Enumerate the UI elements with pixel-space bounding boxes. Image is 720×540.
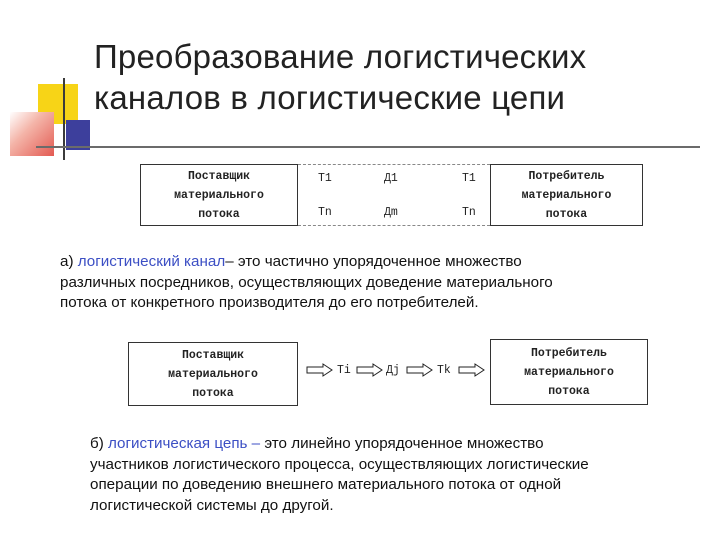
title-underline <box>36 146 700 148</box>
channel-bottom-border <box>298 225 490 226</box>
definition-chain-line-3: операции по доведению внешнего материального потока от одной <box>90 476 562 493</box>
supplier-b-line-2: материального <box>168 367 258 381</box>
supplier-a-line-2: материального <box>174 188 264 202</box>
definition-channel <box>60 252 690 314</box>
definition-channel-line-2: различных посредников, осуществляющих доведение материального <box>60 273 553 291</box>
slide-title <box>94 36 704 118</box>
chain-label-2: Дj <box>386 364 400 377</box>
definition-channel-prefix: а) <box>60 253 78 270</box>
supplier-b-line-1: Поставщик <box>181 348 245 362</box>
channel-top-label-2: Д1 <box>384 172 398 185</box>
chain-arrow-3-icon <box>406 363 434 377</box>
definition-channel-line-3: потока от конкретного производителя до его потребителей. <box>60 294 479 311</box>
chain-arrow-1-icon <box>306 363 334 377</box>
definition-chain-rest: это линейно упорядоченное множество <box>260 435 544 452</box>
definition-chain <box>90 434 690 516</box>
supplier-box-b <box>128 342 298 406</box>
supplier-box-a <box>140 164 298 226</box>
channel-bottom-label-2: Дm <box>384 206 398 219</box>
consumer-b-line-2: материального <box>524 365 614 379</box>
supplier-a-line-1: Поставщик <box>187 169 251 183</box>
definition-channel-line-1 <box>60 252 690 273</box>
definition-channel-rest: – это частично упорядоченное множество <box>225 253 522 270</box>
consumer-b-line-1: Потребитель <box>531 346 607 360</box>
consumer-box-b <box>490 339 648 405</box>
chain-label-3: Tk <box>437 364 451 377</box>
chain-arrow-4-icon <box>458 363 486 377</box>
consumer-a-line-2: материального <box>521 188 612 202</box>
channel-bottom-label-3: Tn <box>462 206 476 219</box>
channel-top-border <box>298 164 490 165</box>
channel-top-label-1: T1 <box>318 172 332 185</box>
consumer-a-line-1: Потребитель <box>528 169 605 183</box>
consumer-a-line-3: потока <box>545 207 588 221</box>
title-line-1: Преобразование логистических <box>94 38 587 75</box>
channel-bottom-label-1: Tn <box>318 206 332 219</box>
consumer-b-line-3: потока <box>548 384 590 398</box>
title-line-2: каналов в логистические цепи <box>94 79 566 116</box>
decor-red-square <box>10 112 54 156</box>
supplier-a-line-3: потока <box>198 207 240 221</box>
definition-chain-prefix: б) <box>90 435 108 452</box>
chain-arrow-2-icon <box>356 363 384 377</box>
definition-chain-line-1 <box>90 434 690 455</box>
definition-chain-line-2: участников логистического процесса, осуществляющих логистические <box>90 455 589 473</box>
term-logistics-chain: логистическая цепь – <box>107 435 261 452</box>
chain-label-1: Ti <box>337 364 351 377</box>
channel-top-label-3: T1 <box>462 172 476 185</box>
definition-chain-line-4: логистической системы до другой. <box>90 496 334 514</box>
term-logistics-channel: логистический канал <box>77 253 226 270</box>
supplier-b-line-3: потока <box>192 386 234 400</box>
consumer-box-a <box>490 164 643 226</box>
